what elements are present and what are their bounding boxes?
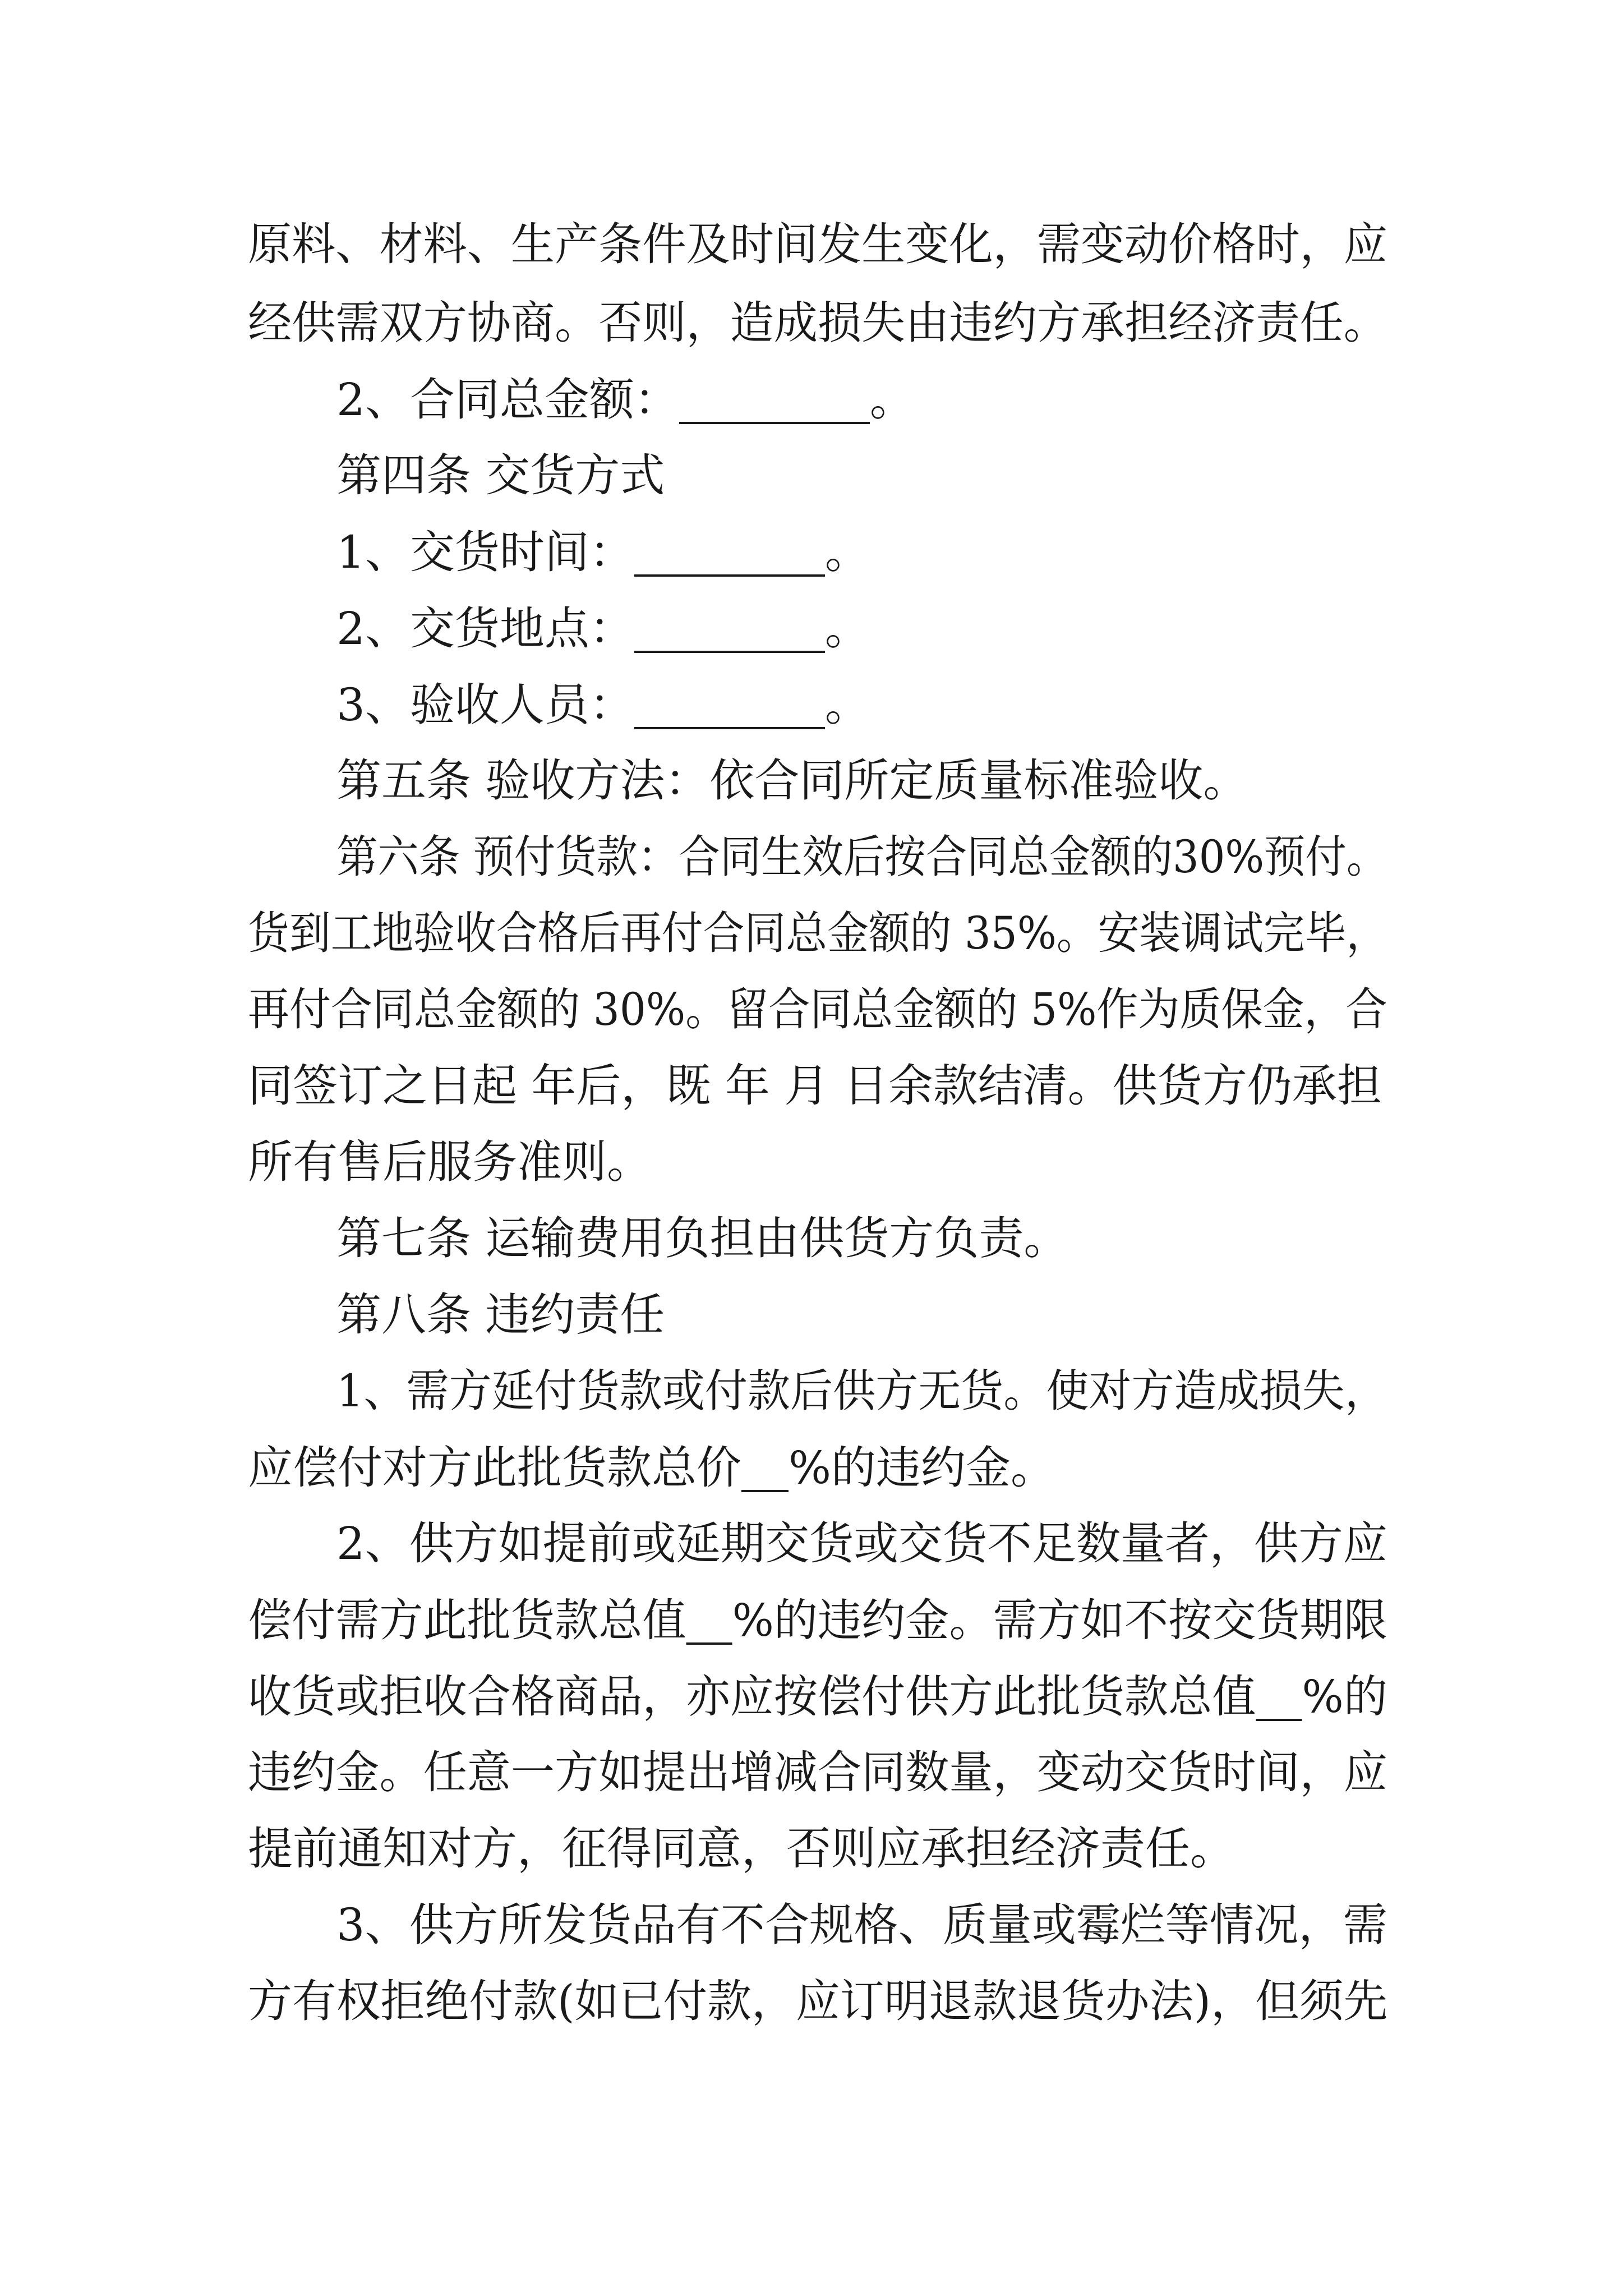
text-line: 原料、材料、生产条件及时间发生变化，需变动价格时，应 bbox=[248, 218, 1387, 270]
fill-in-blank bbox=[679, 377, 870, 424]
penalty-line bbox=[248, 1442, 1056, 1494]
article-heading: 第八条 违约责任 bbox=[336, 1289, 665, 1341]
text-line: 2、供方如提前或延期交货或交货不足数量者，供方应 bbox=[336, 1517, 1387, 1570]
text-fragment: 收货或拒收合格商品，亦应按偿付供方此批货款总值 bbox=[248, 1671, 1256, 1723]
text-fragment: 1、交货时间： bbox=[336, 526, 634, 578]
text-line: 违约金。任意一方如提出增减合同数量，变动交货时间，应 bbox=[248, 1746, 1387, 1798]
text-line: 货到工地验收合格后再付合同总金额的 35%。安装调试完毕， bbox=[248, 907, 1388, 959]
text-line: 同签订之日起 年后，既 年 月 日余款结清。供货方仍承担 bbox=[248, 1060, 1382, 1112]
text-line: 3、供方所发货品有不合规格、质量或霉烂等情况，需 bbox=[336, 1899, 1387, 1951]
text-fragment: %的违约金。需方如不按交货期限 bbox=[732, 1594, 1387, 1646]
text-fragment: %的 bbox=[1302, 1671, 1387, 1723]
article-heading: 第四条 交货方式 bbox=[336, 449, 665, 501]
fill-in-blank bbox=[634, 682, 825, 729]
penalty-line bbox=[248, 1671, 1387, 1723]
delivery-time-line bbox=[336, 526, 870, 578]
text-fragment: 。 bbox=[824, 602, 870, 655]
percent-blank bbox=[741, 1445, 789, 1492]
article-heading: 第七条 运输费用负担由供货方负责。 bbox=[336, 1212, 1069, 1264]
text-fragment: 偿付需方此批货款总值 bbox=[248, 1594, 686, 1646]
text-fragment: %的违约金。 bbox=[789, 1442, 1056, 1494]
total-amount-line bbox=[336, 374, 915, 426]
text-fragment: 2、交货地点： bbox=[336, 602, 634, 655]
text-line: 提前通知对方，征得同意，否则应承担经济责任。 bbox=[248, 1823, 1235, 1875]
penalty-line bbox=[248, 1594, 1387, 1646]
article-heading: 第六条 预付货款：合同生效后按合同总金额的30%预付。 bbox=[336, 831, 1388, 883]
text-fragment: 。 bbox=[869, 374, 915, 426]
fill-in-blank bbox=[634, 530, 825, 577]
text-fragment: 。 bbox=[824, 526, 870, 578]
inspector-line bbox=[336, 679, 870, 731]
percent-blank bbox=[686, 1598, 732, 1645]
text-line: 经供需双方协商。否则，造成损失由违约方承担经济责任。 bbox=[248, 297, 1387, 349]
fill-in-blank bbox=[634, 606, 825, 653]
text-line: 再付合同总金额的 30%。留合同总金额的 5%作为质保金，合 bbox=[248, 983, 1387, 1036]
text-fragment: 。 bbox=[824, 679, 870, 731]
text-line: 1、需方延付货款或付款后供方无货。使对方造成损失， bbox=[336, 1365, 1387, 1417]
text-fragment: 3、验收人员： bbox=[336, 679, 634, 731]
text-line: 所有售后服务准则。 bbox=[248, 1136, 652, 1188]
text-fragment: 2、合同总金额： bbox=[336, 374, 679, 426]
text-line: 方有权拒绝付款(如已付款，应订明退款退货办法)，但须先 bbox=[248, 1975, 1388, 2027]
percent-blank bbox=[1256, 1674, 1302, 1721]
text-fragment: 应偿付对方此批货款总价 bbox=[248, 1442, 741, 1494]
delivery-place-line bbox=[336, 602, 870, 655]
article-heading: 第五条 验收方法：依合同所定质量标准验收。 bbox=[336, 754, 1248, 807]
